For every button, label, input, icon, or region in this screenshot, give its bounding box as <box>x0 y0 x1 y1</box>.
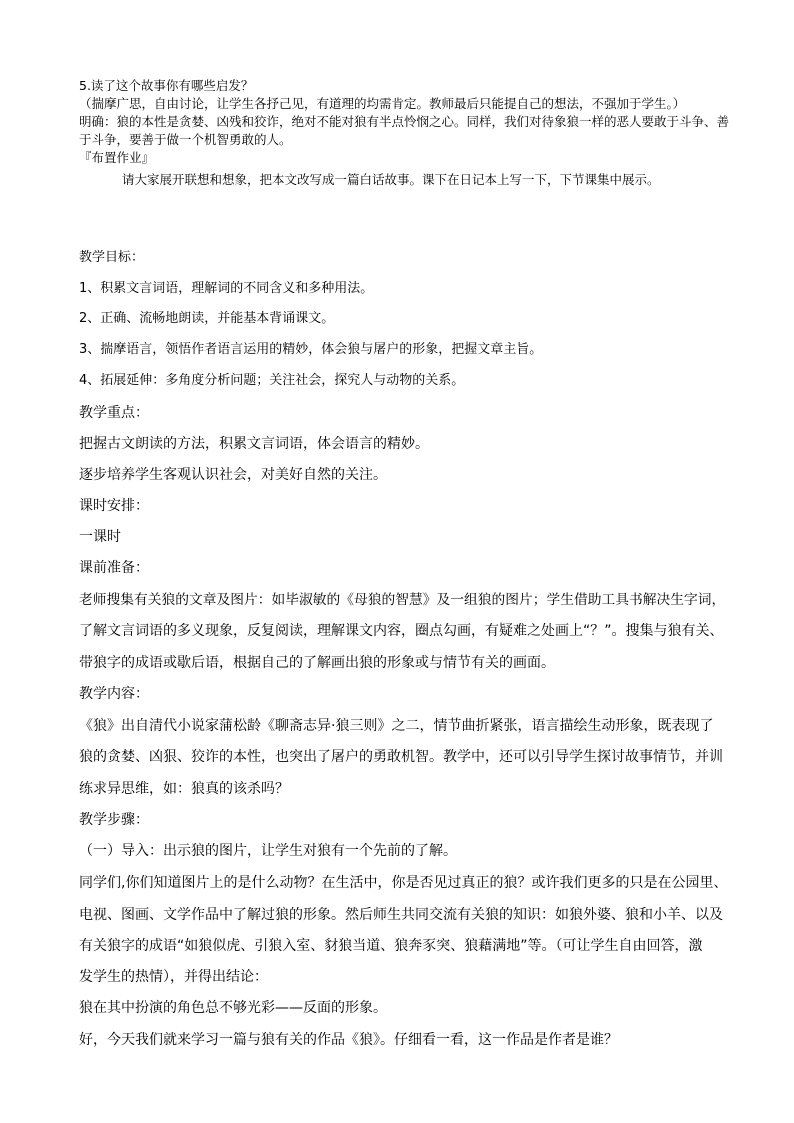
schedule-heading: 课时安排： <box>79 498 149 514</box>
focus-heading: 教学重点： <box>79 405 149 421</box>
content-line-2: 狼的贪婪、凶狠、狡诈的本性，也突出了屠户的勇敢机智。教学中，还可以引导学生探讨故事情节，并训 <box>79 749 723 765</box>
clarification-text: 明确：狼的本性是贪婪、凶残和狡诈，绝对不能对狼有半点怜悯之心。同样，我们对待象狼一样的恶人要敢于斗争、善于斗争，要善于做一个机智勇敢的人。 <box>79 114 730 147</box>
goal-item-1: 1、积累文言词语，理解词的不同含义和多种用法。 <box>79 281 374 296</box>
steps-line-3: 有关狼字的成语“如狼似虎、引狼入室、豺狼当道、狼奔豕突、狼藉满地”等。（可让学生自由回答，激 <box>79 938 703 954</box>
prep-line-2: 了解文言词语的多义现象，反复阅读，理解课文内容，圈点勾画，有疑难之处画上“？”。搜集与狼有关、 <box>79 623 724 639</box>
steps-conclusion: 狼在其中扮演的角色总不够光彩——反面的形象。 <box>79 1000 387 1016</box>
steps-line-2: 电视、图画、文学作品中了解过狼的形象。然后师生共同交流有关狼的知识：如狼外婆、狼和小羊、以及 <box>79 907 723 923</box>
homework-text: 请大家展开联想和想象，把本文改写成一篇白话故事。课下在日记本上写一下，下节课集中展示。 <box>122 172 660 187</box>
content-line-3: 练求异思维，如：狼真的该杀吗？ <box>79 781 289 797</box>
steps-line-1: 同学们,你们知道图片上的是什么动物？在生活中，你是否见过真正的狼？或许我们更多的只是在公园里、 <box>79 875 728 891</box>
prep-heading: 课前准备： <box>79 560 149 576</box>
focus-item-2: 逐步培养学生客观认识社会，对美好自然的关注。 <box>79 467 387 483</box>
question-5: 5.读了这个故事你有哪些启发？ <box>79 78 254 93</box>
goal-item-4: 4、拓展延伸：多角度分析问题；关注社会，探究人与动物的关系。 <box>79 373 465 388</box>
steps-intro: （一）导入：出示狼的图片，让学生对狼有一个先前的了解。 <box>79 843 457 859</box>
prep-line-3: 带狼字的成语或歇后语，根据自己的了解画出狼的形象或与情节有关的画面。 <box>79 655 555 671</box>
question-5-note: （揣摩广思，自由讨论，让学生各抒己见，有道理的均需肯定。教师最后只能提自己的想法，不强加于学生。） <box>79 96 686 111</box>
discussion-section <box>79 77 729 189</box>
goal-item-3: 3、揣摩语言，领悟作者语言运用的精妙，体会狼与屠户的形象，把握文章主旨。 <box>79 342 543 357</box>
goal-item-2: 2、正确、流畅地朗读，并能基本背诵课文。 <box>79 311 335 326</box>
steps-heading: 教学步骤： <box>79 812 149 828</box>
content-heading: 教学内容： <box>79 686 149 702</box>
content-line-1: 《狼》出自清代小说家蒲松龄《聊斋志异·狼三则》之二，情节曲折紧张，语言描绘生动形象，既表现了 <box>79 718 714 734</box>
steps-today: 好，今天我们就来学习一篇与狼有关的作品《狼》。仔细看一看，这一作品是作者是谁？ <box>79 1032 618 1048</box>
focus-item-1: 把握古文朗读的方法，积累文言词语，体会语言的精妙。 <box>79 436 429 452</box>
prep-line-1: 老师搜集有关狼的文章及图片：如毕淑敏的《母狼的智慧》及一组狼的图片；学生借助工具书解决生字词， <box>79 592 726 608</box>
schedule-value: 一课时 <box>79 529 121 545</box>
steps-line-4: 发学生的热情），并得出结论： <box>79 969 268 985</box>
homework-title: 『布置作业』 <box>79 150 155 165</box>
goals-heading: 教学目标： <box>79 250 145 265</box>
